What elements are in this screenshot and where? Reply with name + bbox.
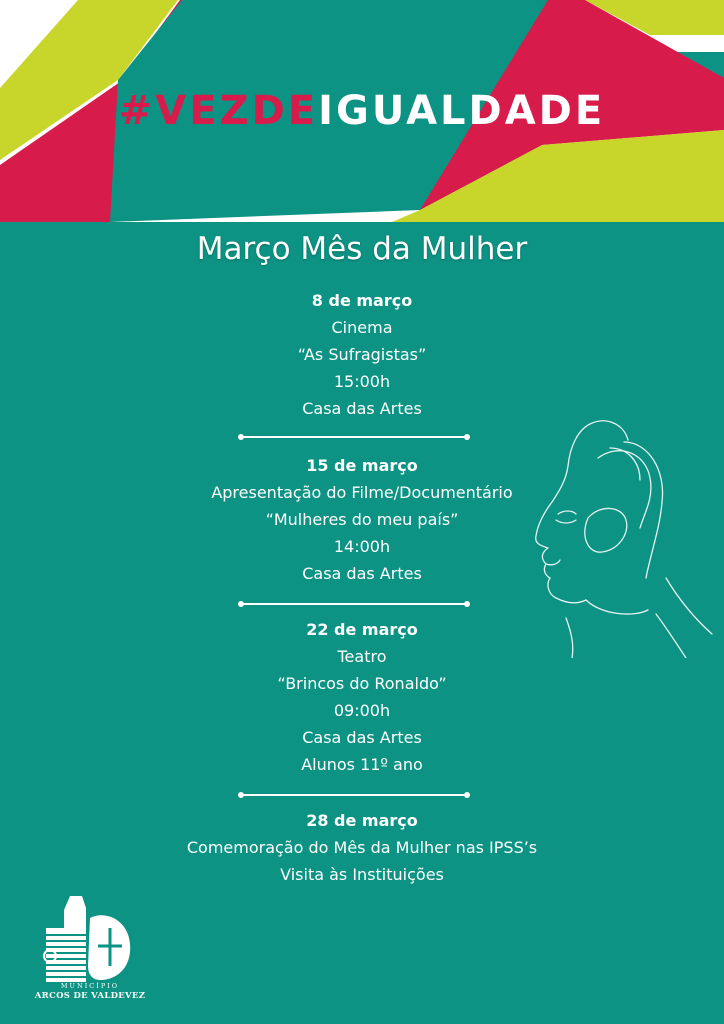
municipality-logo	[30, 890, 150, 1015]
page-title: Março Mês da Mulher	[196, 231, 528, 267]
event-date: 28 de março	[306, 811, 418, 830]
event-block	[0, 807, 724, 888]
event-date: 22 de março	[306, 620, 418, 639]
campaign-hashtag	[0, 84, 724, 138]
event-venue: Casa das Artes	[302, 728, 422, 747]
event-description: Comemoração do Mês da Mulher nas IPSS’s	[186, 838, 538, 857]
event-audience: Alunos 11º ano	[301, 755, 423, 774]
event-title: “As Sufragistas”	[297, 345, 427, 364]
event-title: “Mulheres do meu país”	[265, 510, 459, 529]
event-venue: Casa das Artes	[302, 399, 422, 418]
event-type: Apresentação do Filme/Documentário	[211, 483, 513, 502]
section-divider	[238, 790, 470, 800]
event-title: “Brincos do Ronaldo”	[277, 674, 447, 693]
event-venue: Casa das Artes	[302, 564, 422, 583]
event-time: 15:00h	[333, 372, 391, 391]
section-divider	[238, 432, 470, 442]
hashtag-suffix: IGUALDADE	[318, 88, 606, 134]
event-type: Cinema	[331, 318, 393, 337]
event-time: 14:00h	[333, 537, 391, 556]
event-date: 15 de março	[306, 456, 418, 475]
section-divider	[238, 599, 470, 609]
woman-face-line-art	[528, 418, 724, 658]
hashtag-prefix: #VEZ	[118, 88, 252, 134]
event-detail: Visita às Instituições	[280, 865, 444, 884]
event-block	[0, 287, 724, 422]
event-type: Teatro	[337, 647, 387, 666]
hashtag-highlight: DE	[251, 88, 319, 134]
event-date: 8 de março	[311, 291, 413, 310]
event-time: 09:00h	[333, 701, 391, 720]
logo-subtitle: MUNICÍPIO	[60, 982, 120, 990]
municipality-emblem-icon	[42, 890, 138, 982]
logo-name: ARCOS DE VALDEVEZ	[34, 991, 146, 1001]
